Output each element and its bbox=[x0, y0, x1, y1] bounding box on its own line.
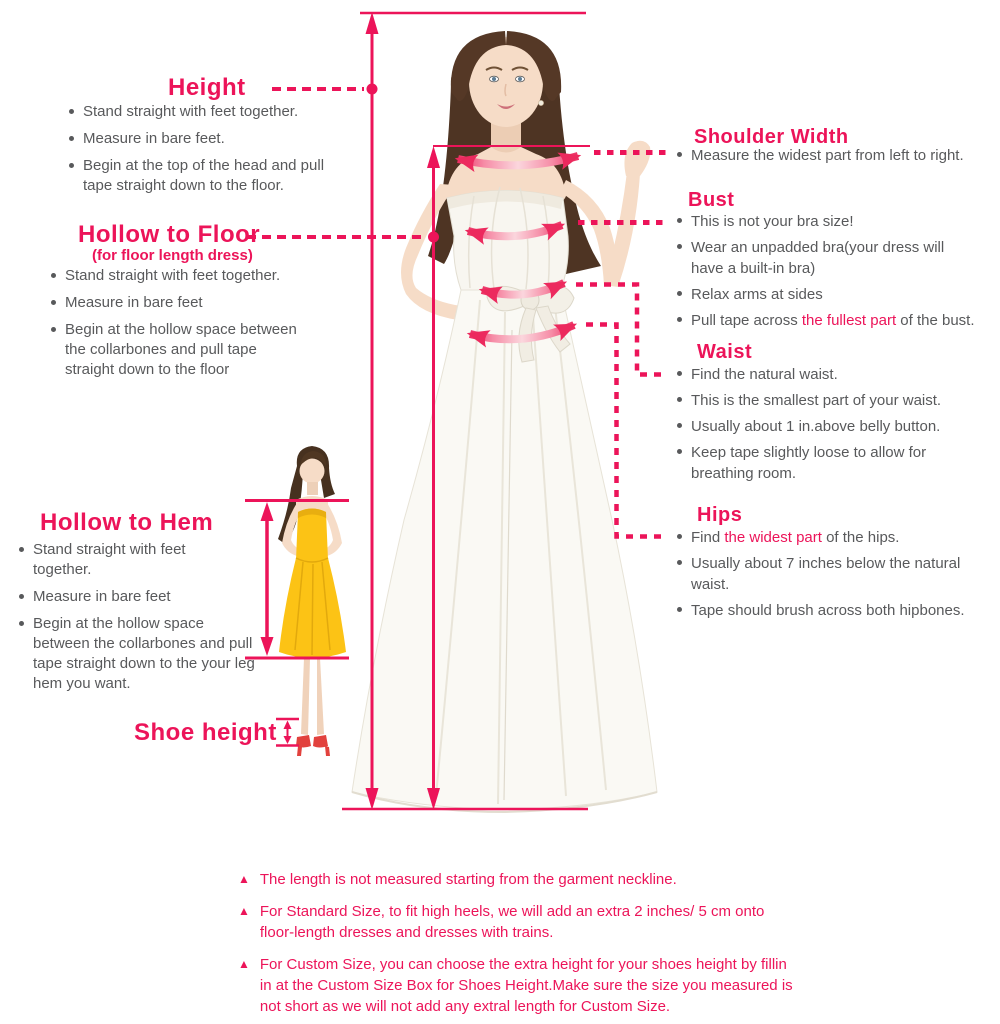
shoulder-width-title: Shoulder Width bbox=[694, 126, 849, 148]
instruction-text: of the bust. bbox=[896, 312, 975, 329]
note-text: For Custom Size, you can choose the extra height for your shoes height by fillin in at the Custom Size Box for Shoes Height.Make sure the size you measured is not short as we will not add any extral length for Custom Size. bbox=[259, 956, 793, 1015]
highlighted-text: the widest part bbox=[724, 529, 822, 546]
instruction-item: Find the natural waist. bbox=[674, 364, 984, 385]
note-item bbox=[238, 954, 798, 1017]
waist-instructions bbox=[674, 364, 984, 489]
hollow-to-floor-instructions bbox=[48, 266, 303, 387]
height-instructions bbox=[66, 102, 326, 203]
instruction-item: Begin at the hollow space between the collarbones and pull tape straight down to the your leg hem you want. bbox=[16, 614, 256, 694]
shoulder-width-instructions bbox=[674, 145, 989, 171]
warning-triangle-icon: ▲ bbox=[238, 904, 250, 918]
note-text: For Standard Size, to fit high heels, we will add an extra 2 inches/ 5 cm onto floor-length dresses and dresses with trains. bbox=[259, 903, 765, 941]
main-model-illustration bbox=[352, 31, 657, 812]
hips-instructions bbox=[674, 527, 989, 626]
warning-triangle-icon: ▲ bbox=[238, 957, 250, 971]
note-item bbox=[238, 901, 798, 943]
instruction-item: Tape should brush across both hipbones. bbox=[674, 600, 989, 621]
instruction-item bbox=[674, 310, 989, 331]
instruction-item: Measure in bare feet bbox=[16, 587, 256, 607]
instruction-item: This is the smallest part of your waist. bbox=[674, 390, 984, 411]
instruction-item: Usually about 1 in.above belly button. bbox=[674, 416, 984, 437]
instruction-item: Wear an unpadded bra(your dress will have a built-in bra) bbox=[674, 237, 963, 279]
instruction-item: Begin at the top of the head and pull tape straight down to the floor. bbox=[66, 156, 326, 196]
shoe-height-title: Shoe height bbox=[134, 719, 277, 746]
instruction-item: Relax arms at sides bbox=[674, 284, 989, 305]
instruction-item: Stand straight with feet together. bbox=[66, 102, 326, 122]
instruction-item: This is not your bra size! bbox=[674, 211, 989, 232]
instruction-item: Measure in bare feet. bbox=[66, 129, 326, 149]
instruction-item: Usually about 7 inches below the natural waist. bbox=[674, 553, 978, 595]
instruction-item: Stand straight with feet together. bbox=[48, 266, 303, 286]
instruction-text: Pull tape across bbox=[691, 312, 802, 329]
highlighted-text: the fullest part bbox=[801, 312, 897, 329]
note-text: The length is not measured starting from the garment neckline. bbox=[259, 871, 677, 888]
instruction-text: of the hips. bbox=[821, 529, 900, 546]
sizing-notes bbox=[238, 869, 798, 1024]
small-model-illustration bbox=[278, 446, 346, 756]
instruction-item bbox=[674, 527, 989, 548]
hollow-to-hem-title: Hollow to Hem bbox=[40, 509, 214, 536]
warning-triangle-icon: ▲ bbox=[238, 872, 250, 886]
instruction-item: Keep tape slightly loose to allow for breathing room. bbox=[674, 442, 953, 484]
hollow-to-hem-instructions bbox=[16, 540, 256, 701]
bust-instructions bbox=[674, 211, 989, 336]
instruction-item: Measure the widest part from left to right. bbox=[674, 145, 989, 166]
hips-title: Hips bbox=[697, 504, 743, 526]
instruction-item: Stand straight with feet together. bbox=[16, 540, 208, 580]
instruction-item: Begin at the hollow space between the collarbones and pull tape straight down to the floor bbox=[48, 320, 303, 380]
hollow-to-floor-subtitle: (for floor length dress) bbox=[92, 247, 253, 264]
note-item bbox=[238, 869, 798, 890]
shoe-height-measure-line bbox=[276, 719, 299, 746]
waist-title: Waist bbox=[697, 341, 753, 363]
height-title: Height bbox=[168, 74, 246, 101]
bust-title: Bust bbox=[688, 189, 735, 211]
instruction-text: Find bbox=[691, 529, 725, 546]
instruction-item: Measure in bare feet bbox=[48, 293, 303, 313]
hollow-to-floor-title: Hollow to Floor bbox=[78, 221, 261, 248]
